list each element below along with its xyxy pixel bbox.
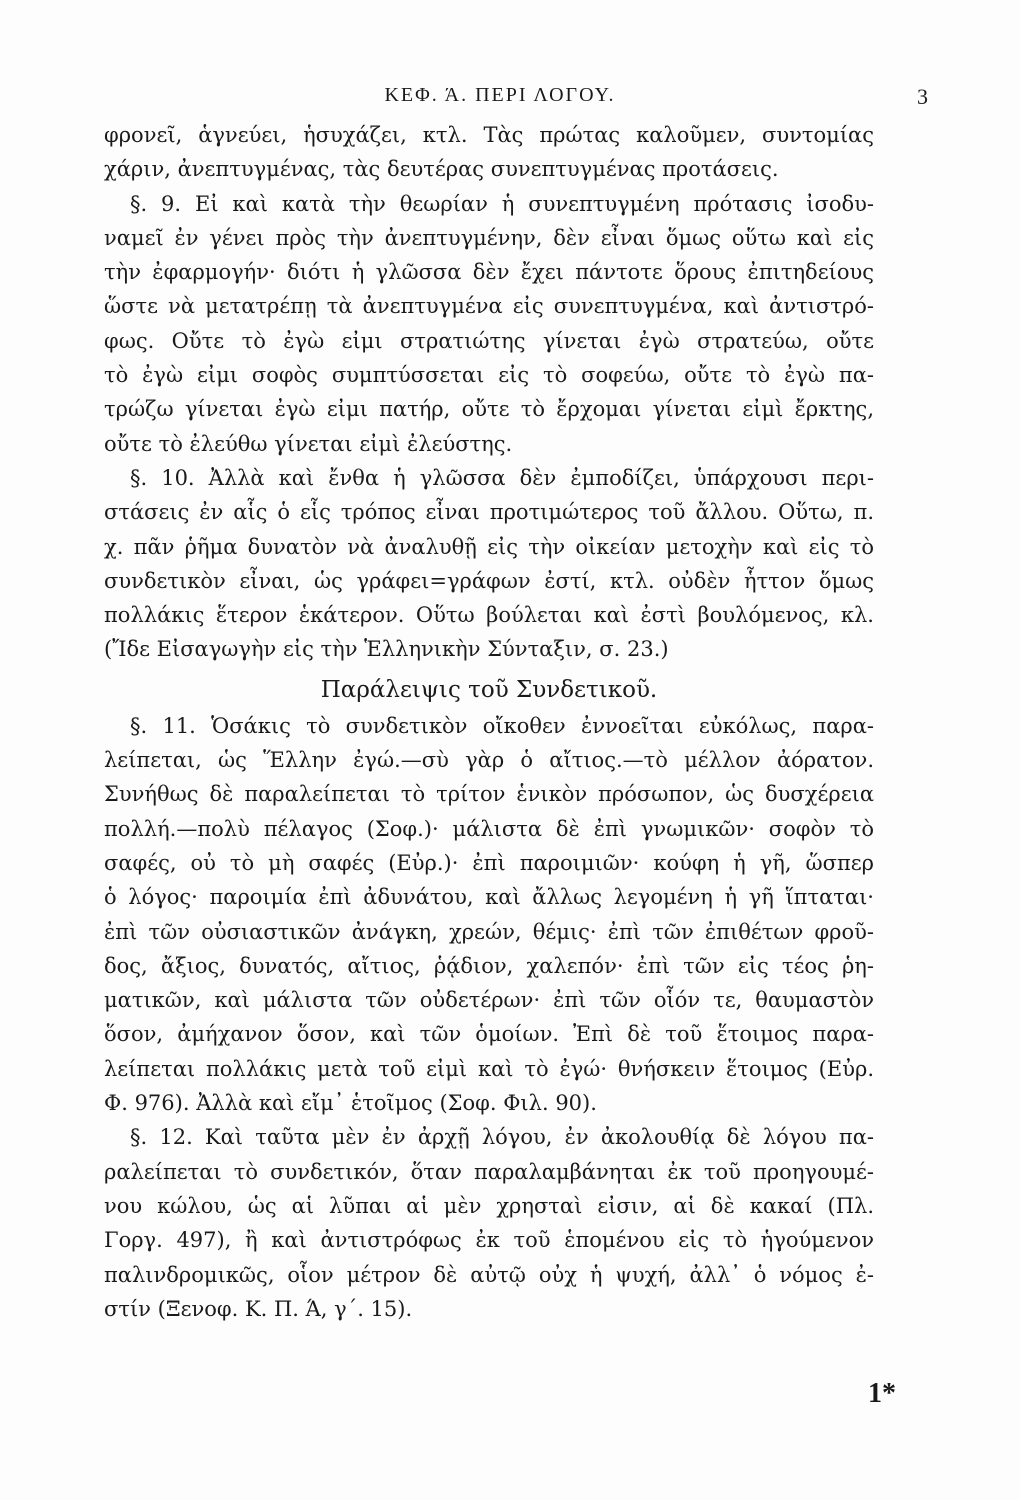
text-line: τρώζω γίνεται ἐγὼ εἰμι πατήρ, οὔτε τὸ ἔρχομαι γίνεται εἰμὶ ἔρκτης,: [104, 397, 874, 422]
text-line: ὥστε νὰ μετατρέπῃ τὰ ἀνεπτυγμένα εἰς συνεπτυγμένα, καὶ ἀντιστρό-: [104, 294, 874, 319]
text-line: σαφές, οὐ τὸ μὴ σαφές (Εὐρ.)· ἐπὶ παροιμιῶν· κούφη ἡ γῆ, ὥσπερ: [104, 850, 874, 875]
signature-mark: 1*: [868, 1378, 896, 1409]
paragraph-11-start: §. 11. Ὁσάκις τὸ συνδετικὸν οἴκοθεν ἐννοεῖται εὐκόλως, παρα-: [130, 713, 874, 738]
text-line: λείπεται, ὡς Ἕλλην ἐγώ.—σὺ γὰρ ὁ αἴτιος.—τὸ μέλλον ἀόρατον.: [104, 748, 874, 773]
text-line: νου κώλου, ὡς αἱ λῦπαι αἱ μὲν χρησταὶ εἰσιν, αἱ δὲ κακαί (Πλ.: [104, 1193, 874, 1218]
text-line: λείπεται πολλάκις μετὰ τοῦ εἰμὶ καὶ τὸ ἐγώ· θνήσκειν ἕτοιμος (Εὐρ.: [104, 1056, 874, 1081]
text-line: πολλή.—πολὺ πέλαγος (Σοφ.)· μάλιστα δὲ ἐπὶ γνωμικῶν· σοφὸν τὸ: [104, 816, 874, 841]
text-line: ματικῶν, καὶ μάλιστα τῶν οὐδετέρων· ἐπὶ τῶν οἷόν τε, θαυμαστὸν: [104, 988, 874, 1013]
page-number: 3: [917, 84, 928, 109]
text-line: φως. Οὔτε τὸ ἐγὼ εἰμι στρατιώτης γίνεται ἐγὼ στρατεύω, οὔτε: [104, 328, 874, 353]
paragraph-12-start: §. 12. Καὶ ταῦτα μὲν ἐν ἀρχῇ λόγου, ἐν ἀκολουθίᾳ δὲ λόγου πα-: [130, 1125, 874, 1150]
text-line: Συνήθως δὲ παραλείπεται τὸ τρίτον ἑνικὸν πρόσωπον, ὡς δυσχέρεια: [104, 782, 874, 807]
text-line: ἐπὶ τῶν οὐσιαστικῶν ἀνάγκη, χρεών, θέμις· ἐπὶ τῶν ἐπιθέτων φροῦ-: [104, 919, 874, 944]
paragraph-10-start: §. 10. Ἀλλὰ καὶ ἔνθα ἡ γλῶσσα δὲν ἐμποδίζει, ὑπάρχουσι περι-: [130, 465, 874, 490]
text-line: χάριν, ἀνεπτυγμένας, τὰς δευτέρας συνεπτυγμένας προτάσεις.: [104, 157, 779, 182]
text-line: συνδετικὸν εἶναι, ὡς γράφει=γράφων ἐστί, κτλ. οὐδὲν ἧττον ὅμως: [104, 568, 874, 593]
text-line: πολλάκις ἕτερον ἑκάτερον. Οὕτω βούλεται καὶ ἐστὶ βουλόμενος, κλ.: [104, 603, 874, 628]
text-line: ραλείπεται τὸ συνδετικόν, ὅταν παραλαμβάνηται ἐκ τοῦ προηγουμέ-: [104, 1159, 874, 1184]
text-line: φρονεῖ, ἁγνεύει, ἡσυχάζει, κτλ. Τὰς πρώτας καλοῦμεν, συντομίας: [104, 123, 874, 147]
text-line: οὔτε τὸ ἐλεύθω γίνεται εἰμὶ ἐλεύστης.: [104, 431, 513, 456]
text-line: χ. πᾶν ῥῆμα δυνατὸν νὰ ἀναλυθῇ εἰς τὴν οἰκείαν μετοχὴν καὶ εἰς τὸ: [104, 534, 874, 559]
text-line: τὸ ἐγὼ εἰμι σοφὸς συμπτύσσεται εἰς τὸ σοφεύω, οὔτε τὸ ἐγὼ πα-: [104, 363, 874, 388]
text-line: (Ἴδε Εἰσαγωγὴν εἰς τὴν Ἑλληνικὴν Σύνταξιν, σ. 23.): [104, 637, 669, 662]
text-line: Γοργ. 497), ἢ καὶ ἀντιστρόφως ἐκ τοῦ ἑπομένου εἰς τὸ ἡγούμενον: [104, 1228, 874, 1253]
text-line: στάσεις ἐν αἷς ὁ εἷς τρόπος εἶναι προτιμώτερος τοῦ ἄλλου. Οὕτω, π.: [104, 500, 874, 525]
section-heading: Παράλειψις τοῦ Συνδετικοῦ.: [320, 676, 658, 703]
text-line: ναμεῖ ἐν γένει πρὸς τὴν ἀνεπτυγμένην, δὲν εἶναι ὅμως οὕτω καὶ εἰς: [104, 225, 874, 250]
running-title: ΚΕΦ. Ά. ΠΕΡΙ ΛΟΓΟΥ.: [384, 84, 616, 106]
text-line: τὴν ἐφαρμογήν· διότι ἡ γλῶσσα δὲν ἔχει πάντοτε ὅρους ἐπιτηδείους: [104, 260, 874, 285]
text-line: ὅσον, ἀμήχανον ὅσον, καὶ τῶν ὁμοίων. Ἐπὶ δὲ τοῦ ἕτοιμος παρα-: [104, 1022, 874, 1047]
text-line: δος, ἄξιος, δυνατός, αἴτιος, ῥᾴδιον, χαλεπόν· ἐπὶ τῶν εἰς τέος ῥη-: [104, 953, 874, 978]
text-block: [104, 118, 874, 1326]
text-line: παλινδρομικῶς, οἷον μέτρον δὲ αὐτῷ οὐχ ἡ ψυχή, ἀλλ᾽ ὁ νόμος ἐ-: [104, 1262, 874, 1287]
text-line: στίν (Ξενοφ. Κ. Π. Ά, γ΄. 15).: [104, 1296, 413, 1321]
running-head: [100, 84, 928, 114]
text-line: ὁ λόγος· παροιμία ἐπὶ ἀδυνάτου, καὶ ἄλλως λεγομένη ἡ γῆ ἵπταται·: [104, 885, 874, 910]
text-line: Φ. 976). Ἀλλὰ καὶ εἴμ᾽ ἑτοῖμος (Σοφ. Φιλ. 90).: [104, 1091, 597, 1116]
paragraph-9-start: §. 9. Εἰ καὶ κατὰ τὴν θεωρίαν ἡ συνεπτυγμένη πρότασις ἰσοδυ-: [130, 191, 874, 216]
